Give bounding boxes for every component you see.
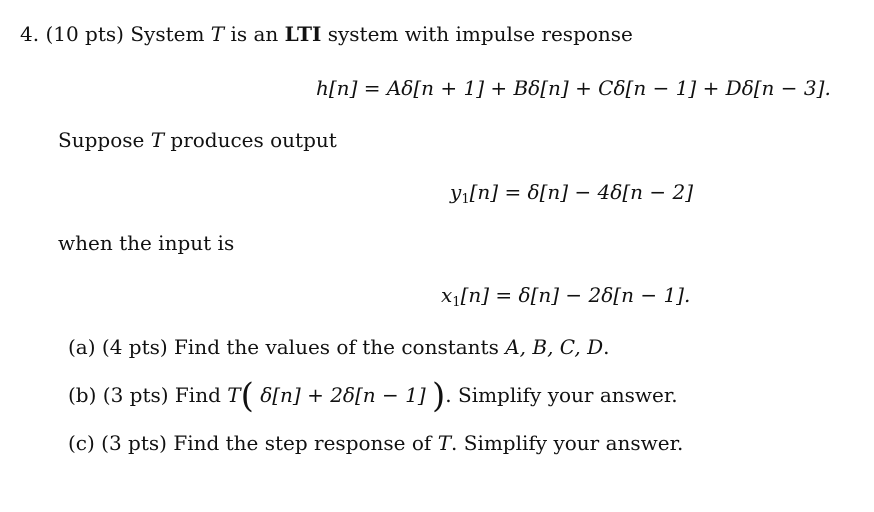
part-c-end: . Simplify your answer. (451, 431, 684, 455)
input-lhs: x (441, 283, 453, 307)
part-c (68, 431, 683, 455)
when-text: when the input is (58, 231, 235, 255)
part-a (68, 335, 610, 359)
output-lhs: y (450, 180, 462, 204)
part-b (68, 376, 678, 416)
output-subscript: 1 (461, 192, 470, 207)
header-mid: is an (224, 22, 285, 46)
suppose-prefix: Suppose (58, 128, 151, 152)
suppose-suffix: produces output (164, 128, 337, 152)
lti-term: LTI (284, 22, 322, 46)
part-a-math: A, B, C, D (505, 335, 604, 359)
input-equation (441, 283, 691, 310)
suppose-text (58, 128, 337, 152)
system-symbol-2: T (150, 128, 165, 152)
part-b-operator: T (227, 383, 241, 407)
input-rhs: [n] = δ[n] − 2δ[n − 1]. (460, 283, 691, 307)
part-b-open-paren: ( (240, 376, 254, 416)
output-rhs: [n] = δ[n] − 4δ[n − 2] (469, 180, 694, 204)
part-b-label: (b) (3 pts) Find (68, 383, 228, 407)
part-a-label: (a) (4 pts) Find the values of the constants (68, 335, 506, 359)
part-b-end: . Simplify your answer. (445, 383, 678, 407)
system-symbol: T (210, 22, 225, 46)
part-a-end: . (603, 335, 610, 359)
part-c-operator: T (437, 431, 452, 455)
part-b-argument: δ[n] + 2δ[n − 1] (253, 383, 433, 407)
problem-header (20, 22, 633, 46)
impulse-response-equation: h[n] = Aδ[n + 1] + Bδ[n] + Cδ[n − 1] + Dδ[n − 3]. (316, 76, 831, 100)
header-prefix: 4. (10 pts) System (20, 22, 211, 46)
output-equation (450, 180, 694, 207)
part-b-close-paren: ) (432, 376, 446, 416)
header-suffix: system with impulse response (321, 22, 633, 46)
input-subscript: 1 (452, 295, 461, 310)
part-c-label: (c) (3 pts) Find the step response of (68, 431, 438, 455)
